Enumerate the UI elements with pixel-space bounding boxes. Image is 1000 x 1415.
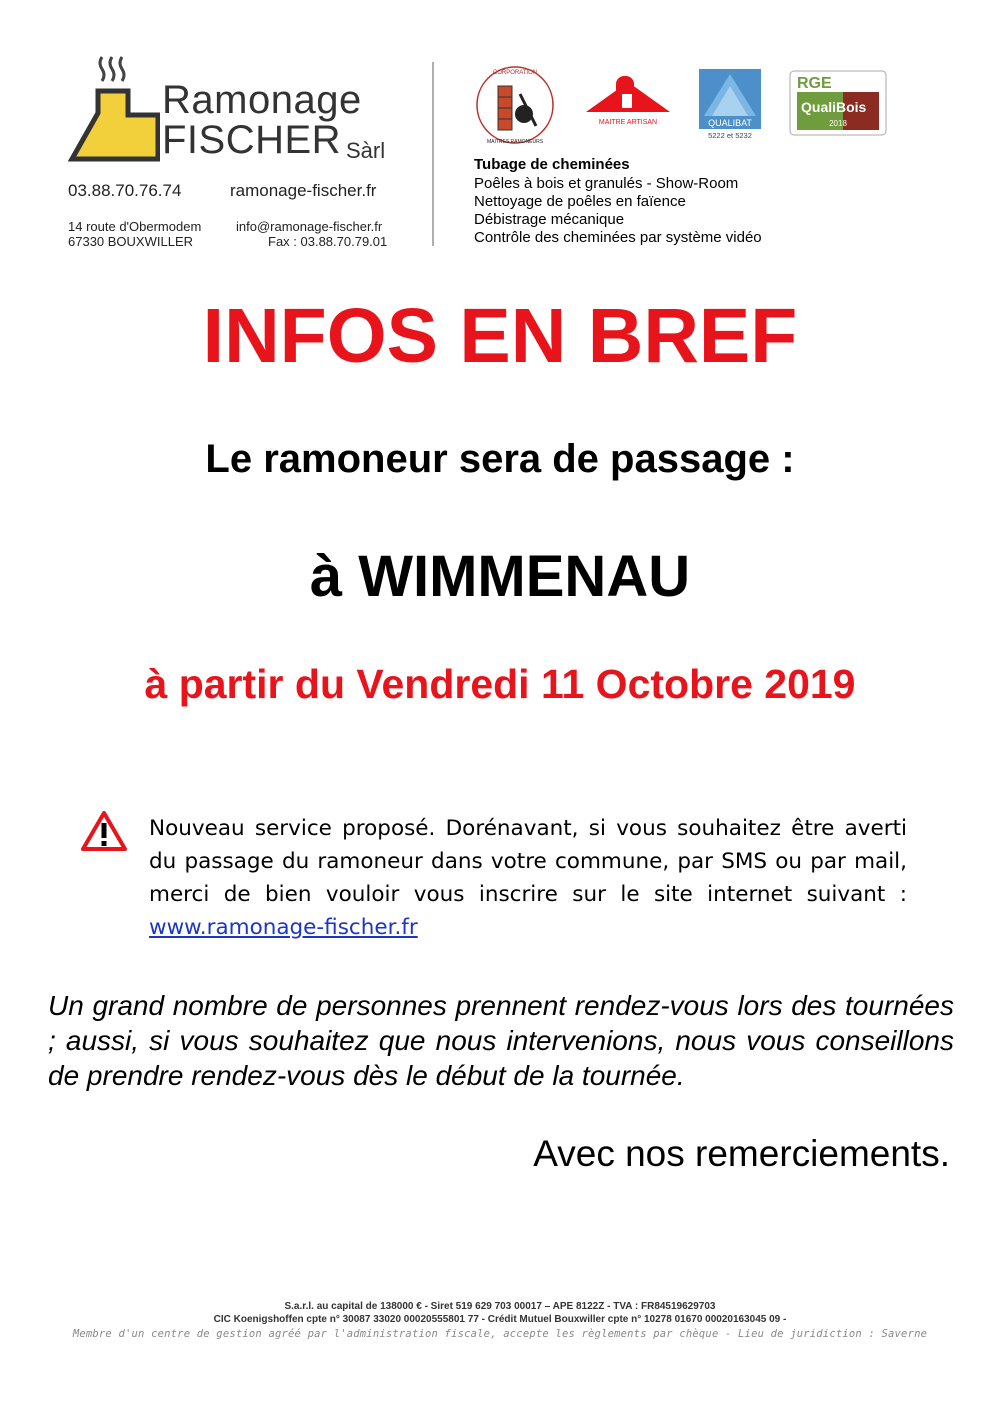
address-line1: 14 route d'Obermodem xyxy=(68,219,202,234)
company-logo-icon xyxy=(68,55,160,163)
qualibat-logo-text: QUALIBAT xyxy=(708,118,752,128)
closing-thanks: Avec nos remerciements. xyxy=(533,1133,950,1174)
announcement-subtitle: Le ramoneur sera de passage : xyxy=(205,437,795,481)
service-item: Contrôle des cheminées par système vidéo xyxy=(474,229,762,246)
qualibois-logo-text: QualiBois xyxy=(801,99,867,115)
corporation-logo-subtext: MAITRES RAMONEURS xyxy=(486,139,544,145)
notice-text: Nouveau service proposé. Dorénavant, si vous souhaitez être averti du passage du ramoneur dans votre commune, par SMS ou par mail, merci de bien vouloir vous inscrire sur le site internet suivant : xyxy=(149,816,907,907)
maitre-artisan-logo-icon xyxy=(584,72,672,134)
fax-number: Fax : 03.88.70.79.01 xyxy=(268,234,388,249)
footer-membership-line: Membre d'un centre de gestion agréé par l'administration fiscale, accepte les règlements par chèque - Lieu de juridiction : Saverne xyxy=(72,1328,928,1340)
qualibat-codes: 5222 et 5232 xyxy=(708,131,752,140)
footer-bank-line: CIC Koenigshoffen cpte n° 30087 33020 00020555801 77 - Crédit Mutuel Bouxwiller cpte n° 10278 01670 00020163045 09 - xyxy=(213,1314,787,1325)
brand-name-line2: FISCHER xyxy=(162,118,342,162)
service-item: Débistrage mécanique xyxy=(474,211,625,228)
phone-number: 03.88.70.76.74 xyxy=(68,181,182,200)
qualibat-logo-icon xyxy=(698,68,762,140)
footer-legal-line: S.a.r.l. au capital de 138000 € - Siret 519 629 703 00017 – APE 8122Z - TVA : FR84519629703 xyxy=(284,1301,716,1312)
qualibois-year: 2018 xyxy=(829,119,847,128)
services-title: Tubage de cheminées xyxy=(474,156,630,173)
corporation-logo-text: CORPORATION xyxy=(492,70,538,76)
brand-name-line1: Ramonage xyxy=(162,78,362,122)
rge-logo-text: RGE xyxy=(797,75,832,92)
new-service-notice xyxy=(149,812,907,944)
maitre-artisan-logo-text: MAITRE ARTISAN xyxy=(598,119,658,126)
appointment-advice: Un grand nombre de personnes prennent rendez-vous lors des tournées ; aussi, si vous souhaitez que nous intervenions, nous vous conseillons de prendre rendez-vous dès le début de la tournée. xyxy=(48,990,954,1091)
email-address: info@ramonage-fischer.fr xyxy=(236,219,383,234)
corporation-ramoneurs-logo-icon xyxy=(474,64,556,146)
service-item: Nettoyage de poêles en faïence xyxy=(474,193,686,210)
warning-icon xyxy=(80,810,128,852)
brand-legal-suffix: Sàrl xyxy=(346,138,386,163)
website-link[interactable]: www.ramonage-fischer.fr xyxy=(149,915,418,940)
rge-qualibois-logo-icon xyxy=(789,70,887,136)
services-list xyxy=(474,175,762,247)
location-name: à WIMMENAU xyxy=(309,544,691,609)
website-text: ramonage-fischer.fr xyxy=(230,181,377,200)
header-divider xyxy=(432,62,434,246)
page-title: INFOS EN BREF xyxy=(202,293,798,379)
address-line2: 67330 BOUXWILLER xyxy=(68,234,194,249)
service-item: Poêles à bois et granulés - Show-Room xyxy=(474,175,739,192)
start-date: à partir du Vendredi 11 Octobre 2019 xyxy=(144,661,856,707)
